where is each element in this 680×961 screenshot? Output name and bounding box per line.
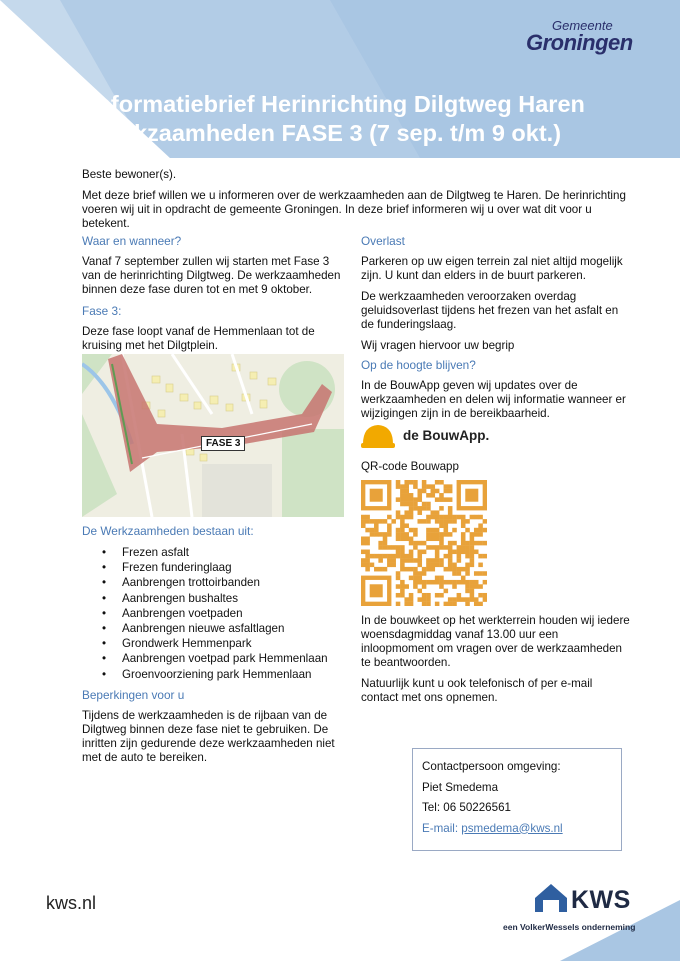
greeting: Beste bewoner(s).: [82, 168, 177, 181]
contact-role: Contactpersoon omgeving:: [422, 760, 561, 773]
qr-code-graphic: [361, 480, 487, 606]
contact-text: Natuurlijk kunt u ook telefonisch of per e-mail contact met ons opnemen.: [361, 677, 593, 704]
kws-tagline: een VolkerWessels onderneming: [503, 922, 636, 932]
footer-url: kws.nl: [46, 893, 97, 913]
list-item: • Aanbrengen trottoirbanden: [82, 575, 344, 590]
list-item: • Aanbrengen bushaltes: [82, 591, 344, 606]
updates-text: In de BouwApp geven wij updates over de werkzaamheden en delen wij informatie wanneer er wijzigingen zijn in de bereikbaarheid.: [361, 379, 626, 420]
qr-code: [361, 480, 487, 606]
title-line-2: Werkzaamheden FASE 3 (7 sep. t/m 9 okt.): [90, 120, 562, 146]
phase-text: Deze fase loopt vanaf de Hemmenlaan tot de kruising met het Dilgtplein.: [82, 325, 315, 352]
when-text: Vanaf 7 september zullen wij starten met Fase 3 van de herinrichting Dilgtweg. De werkzaamheden binnen deze fase duren tot en met 9 oktober.: [82, 255, 341, 296]
list-item: • Grondwerk Hemmenpark: [82, 636, 344, 651]
kws-brand: KWS: [571, 886, 631, 914]
phase-heading: Fase 3:: [82, 304, 122, 318]
updates-heading: Op de hoogte blijven?: [361, 358, 476, 372]
list-item: • Aanbrengen voetpaden: [82, 606, 344, 621]
logo-top-text: Gemeente: [552, 18, 613, 33]
intro-paragraph: Met deze brief willen we u informeren over de werkzaamheden aan de Dilgtweg te Haren. De herinrichting voeren wij uit in opdracht de gemeente Groningen. In deze brief informeren wij u over wat dit voor u betekent.: [82, 189, 626, 230]
list-item: • Frezen funderinglaag: [82, 560, 344, 575]
contact-email-line: [422, 822, 621, 836]
site-text: In de bouwkeet op het werkterrein houden wij iedere woensdagmiddag vanaf 13.00 uur een inloopmoment om vragen over de werkzaamheden te beantwoorden.: [361, 614, 630, 669]
list-item: • Aanbrengen voetpad park Hemmenlaan: [82, 651, 344, 666]
page-title: [90, 90, 650, 148]
contact-box: [412, 748, 622, 851]
bouwapp-logo: [361, 422, 491, 452]
contact-email-link[interactable]: psmedema@kws.nl: [461, 821, 563, 835]
nuisance-heading: Overlast: [361, 234, 405, 248]
nuisance-paragraph-2: De werkzaamheden veroorzaken overdag geluidsoverlast tijdens het frezen van het asfalt en de funderingslaag.: [361, 290, 619, 331]
limits-heading: Beperkingen voor u: [82, 687, 185, 702]
left-column: [82, 234, 344, 353]
contact-phone: Tel: 06 50226561: [422, 801, 511, 814]
contact-name: Piet Smedema: [422, 780, 499, 794]
bouwapp-name: de BouwApp.: [403, 428, 490, 443]
nuisance-paragraph-1: Parkeren op uw eigen terrein zal niet altijd mogelijk zijn. U kunt dan elders in de buurt parkeren.: [361, 255, 623, 282]
nuisance-paragraph-3: Wij vragen hiervoor uw begrip: [361, 339, 515, 352]
right-column-lower: [361, 614, 631, 705]
title-line-1: Informatiebrief Herinrichting Dilgtweg Haren: [90, 91, 585, 117]
right-column: [361, 234, 631, 421]
list-item: • Aanbrengen nieuwe asfaltlagen: [82, 621, 344, 636]
works-heading: De Werkzaamheden bestaan uit:: [82, 524, 254, 538]
gemeente-groningen-logo: [520, 18, 633, 58]
house-icon: [533, 882, 569, 914]
qr-label: QR-code Bouwapp: [361, 460, 459, 473]
limits-text: Tijdens de werkzaamheden is de rijbaan van de Dilgtweg binnen deze fase niet te gebruiken. De inritten zijn gedurende deze werkzaamheden niet met de auto te bereiken.: [82, 708, 335, 764]
logo-main-text: Groningen: [526, 30, 633, 55]
left-column-lower: [82, 524, 344, 765]
when-heading: Waar en wanneer?: [82, 234, 182, 248]
list-item: • Groenvoorziening park Hemmenlaan: [82, 667, 344, 682]
helmet-icon: [361, 422, 395, 450]
works-list: [82, 545, 344, 682]
intro-section: [82, 168, 627, 238]
list-item: • Frezen asfalt: [82, 545, 344, 560]
phase-map: [82, 354, 344, 517]
contact-email-label: E-mail:: [422, 821, 462, 835]
map-phase-label: FASE 3: [201, 436, 245, 451]
